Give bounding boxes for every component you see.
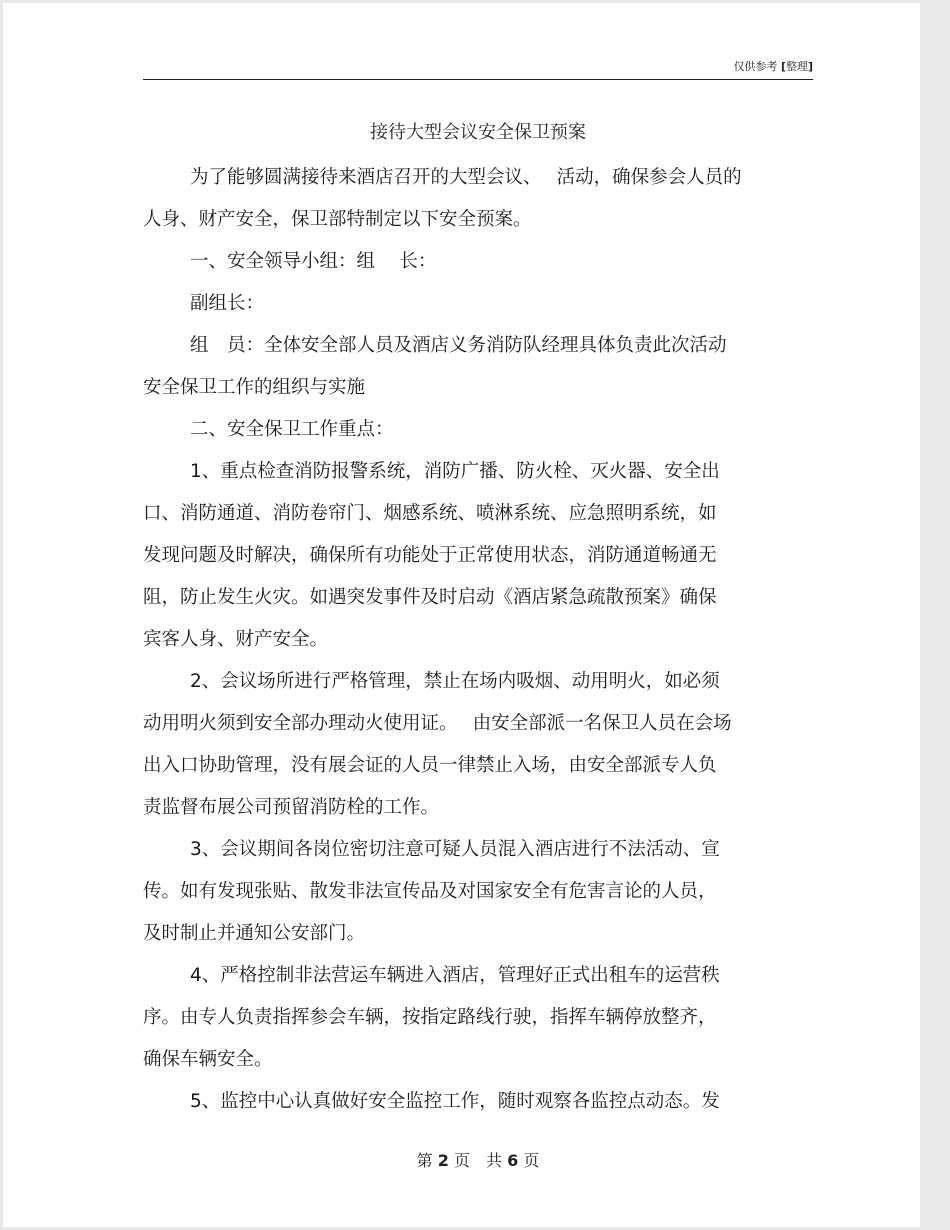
paragraph-line: 安全保卫工作的组织与实施 (143, 377, 366, 398)
page-footer (143, 1149, 813, 1173)
paragraph-line: 阻，防止发生火灾。如遇突发事件及时启动《酒店紧急疏散预案》确保 (143, 587, 717, 608)
paragraph (143, 241, 813, 283)
footer-prefix: 第 (416, 1151, 433, 1170)
paragraph-line: 责监督布展公司预留消防栓的工作。 (143, 797, 440, 818)
paragraph-line: 人身、财产安全，保卫部特制定以下安全预案。 (143, 209, 532, 230)
header-tag-open: [ (780, 60, 786, 73)
header-tag-close: ] (807, 60, 813, 73)
paragraph-line: 二、安全保卫工作重点： (190, 419, 394, 440)
paragraph-line: 动用明火须到安全部办理动火使用证。 由安全部派一名保卫人员在会场 (143, 713, 732, 734)
paragraph (143, 409, 813, 451)
paragraph-line: 确保车辆安全。 (143, 1049, 273, 1070)
paragraph (143, 325, 813, 409)
header-tag-text: 整理 (785, 60, 808, 73)
paragraph-line: 发现问题及时解决，确保所有功能处于正常使用状态，消防通道畅通无 (143, 545, 717, 566)
paragraph-line: 4、严格控制非法营运车辆进入酒店，管理好正式出租车的运营秩 (190, 965, 720, 986)
paragraph (143, 451, 813, 661)
header-reference-text: 仅供参考 (733, 60, 778, 73)
footer-suffix: 页 (523, 1151, 540, 1170)
paragraph-line: 为了能够圆满接待来酒店召开的大型会议、 活动，确保参会人员的 (190, 167, 742, 188)
paragraph-line: 宾客人身、财产安全。 (143, 629, 329, 650)
document-title: 接待大型会议安全保卫预案 (370, 122, 586, 143)
paragraph-line: 副组长： (190, 293, 265, 314)
paragraph-line: 组 员：全体安全部人员及酒店义务消防队经理具体负责此次活动 (190, 335, 727, 356)
paragraph (143, 661, 813, 829)
paragraph-line: 传。如有发现张贴、散发非法宣传品及对国家安全有危害言论的人员， (143, 881, 717, 902)
paragraph (143, 1081, 813, 1123)
document-page (3, 3, 920, 1227)
paragraph (143, 283, 813, 325)
paragraph-line: 1、重点检查消防报警系统，消防广播、防火栓、灭火器、安全出 (190, 461, 720, 482)
page-header (143, 57, 813, 80)
paragraph (143, 955, 813, 1081)
paragraph (143, 829, 813, 955)
paragraph-line: 2、会议场所进行严格管理，禁止在场内吸烟、动用明火，如必须 (190, 671, 720, 692)
paragraph-line: 一、安全领导小组：组 长： (190, 251, 437, 272)
footer-current-page: 2 (437, 1151, 449, 1170)
document-body (143, 157, 813, 1123)
paragraph-line: 口、消防通道、消防卷帘门、烟感系统、喷淋系统、应急照明系统，如 (143, 503, 717, 524)
paragraph-line: 出入口协助管理，没有展会证的人员一律禁止入场，由安全部派专人负 (143, 755, 717, 776)
paragraph-line: 5、监控中心认真做好安全监控工作，随时观察各监控点动态。发 (190, 1091, 720, 1112)
paragraph (143, 157, 813, 241)
paragraph-line: 及时制止并通知公安部门。 (143, 923, 366, 944)
footer-middle: 页 共 (453, 1151, 502, 1170)
paragraph-line: 序。由专人负责指挥参会车辆，按指定路线行驶，指挥车辆停放整齐， (143, 1007, 717, 1028)
paragraph-line: 3、会议期间各岗位密切注意可疑人员混入酒店进行不法活动、宣 (190, 839, 720, 860)
footer-total-pages: 6 (507, 1151, 519, 1170)
